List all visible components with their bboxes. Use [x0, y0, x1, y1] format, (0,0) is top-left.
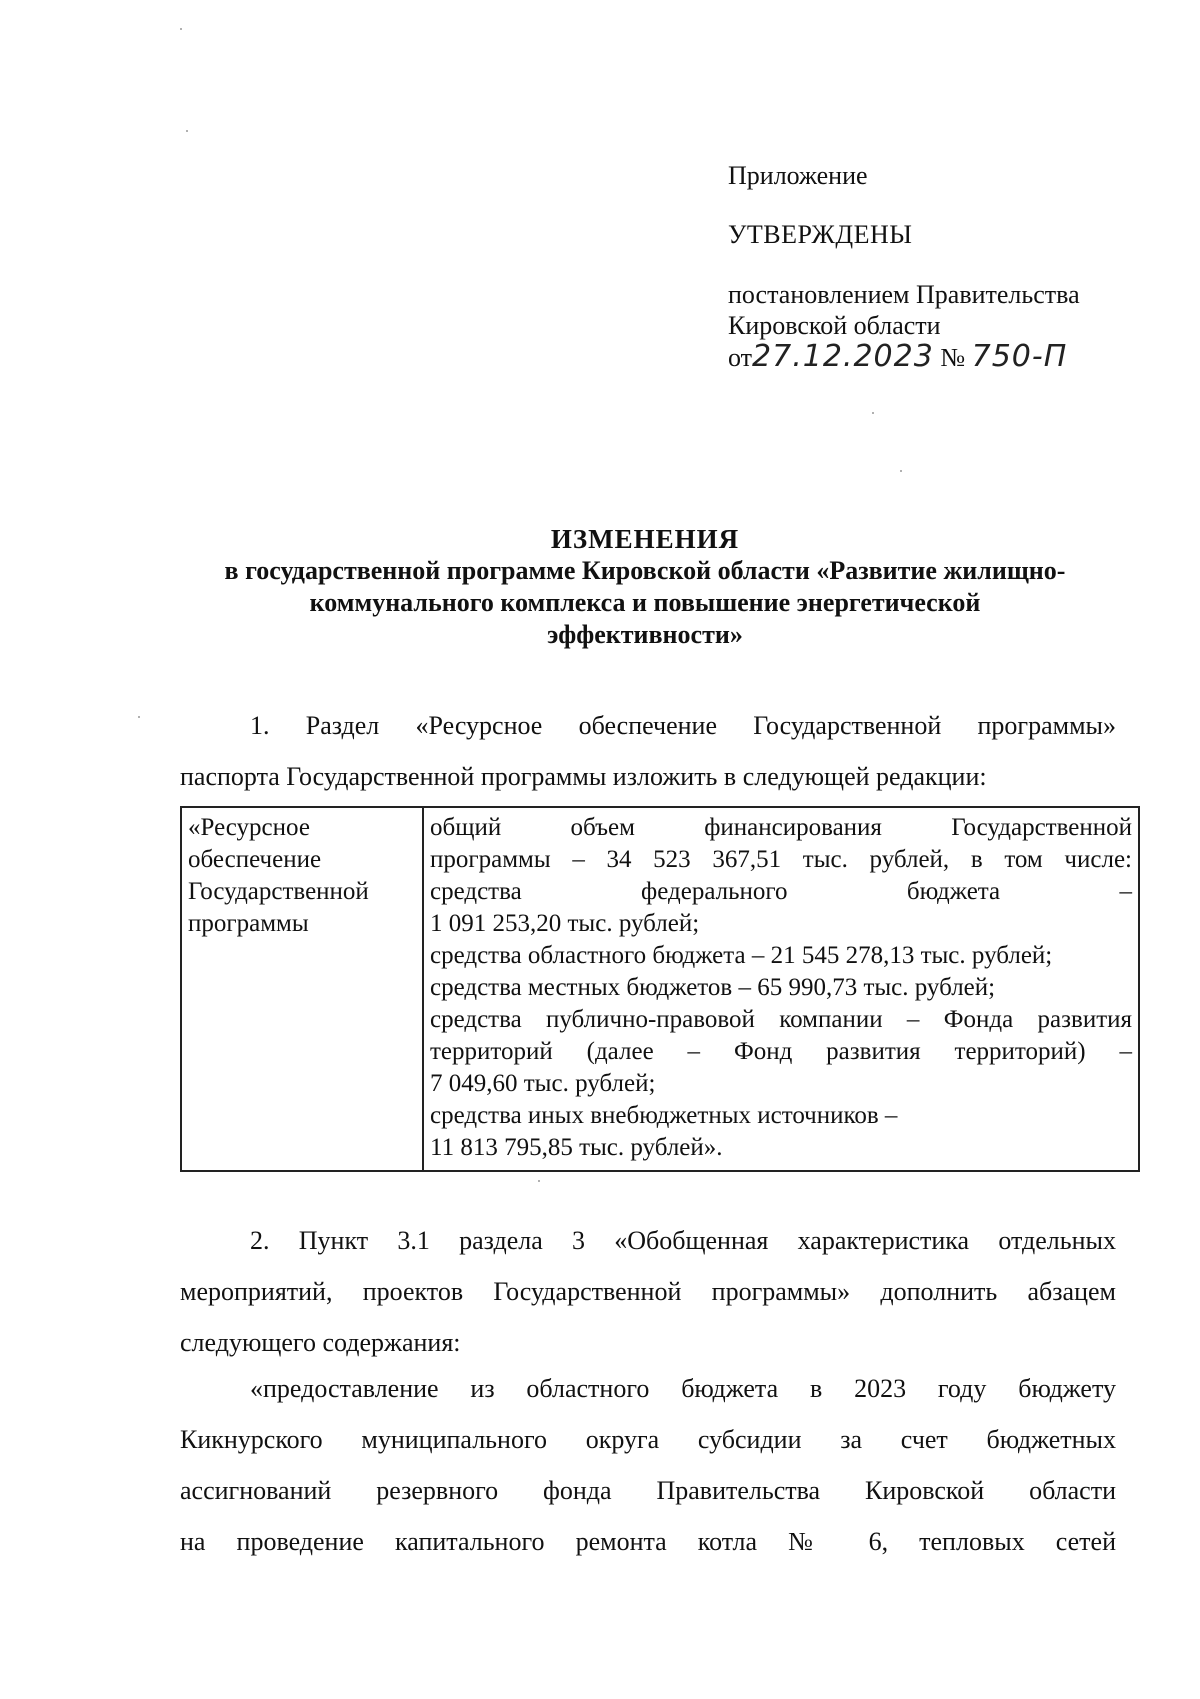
scan-speck	[538, 1180, 540, 1182]
decree-date-row	[728, 341, 1148, 373]
section-1-line-1: 1. Раздел «Ресурсное обеспечение Государственной программы»	[250, 711, 1116, 740]
table-value-line: средства областного бюджета – 21 545 278,13 тыс. рублей;	[430, 942, 1053, 969]
date-prefix: от	[728, 343, 753, 372]
section-2-line-1: 2. Пункт 3.1 раздела 3 «Обобщенная характеристика отдельных	[250, 1226, 1116, 1255]
handwritten-date: 27.12.2023	[752, 339, 934, 374]
appendix-label: Приложение	[728, 161, 868, 190]
title-line-2: коммунального комплекса и повышение энергетической	[309, 588, 981, 617]
scan-speck	[180, 28, 182, 30]
approval-block	[728, 160, 1148, 373]
title-line-1: в государственной программе Кировской области «Развитие жилищно-	[224, 556, 1066, 585]
approved-label: УТВЕРЖДЕНЫ	[728, 220, 913, 249]
table-value-line: территорий (далее – Фонд развития территорий) –	[430, 1038, 1132, 1065]
section-2-line-3: следующего содержания:	[180, 1328, 461, 1357]
section-3-line-3: ассигнований резервного фонда Правительства Кировской области	[180, 1476, 1116, 1505]
table-label-line: обеспечение	[188, 846, 322, 873]
table-label-line: «Ресурсное	[188, 814, 310, 841]
document-title	[150, 523, 1140, 651]
section-3-line-4: на проведение капитального ремонта котла № 6, тепловых сетей	[180, 1527, 1116, 1556]
title-line-3: эффективности»	[547, 620, 743, 649]
table-cell-label	[181, 807, 423, 1171]
scan-speck	[186, 130, 188, 132]
section-3-line-2: Кикнурского муниципального округа субсидии за счет бюджетных	[180, 1425, 1116, 1454]
section-3-text	[180, 1363, 1116, 1567]
section-2-text	[180, 1215, 1116, 1368]
table-value-line: средства местных бюджетов – 65 990,73 тыс. рублей;	[430, 974, 996, 1001]
decree-line-2: Кировской области	[728, 311, 941, 340]
section-2-line-2: мероприятий, проектов Государственной программы» дополнить абзацем	[180, 1277, 1116, 1306]
table-value-line: общий объем финансирования Государственной	[430, 814, 1132, 841]
handwritten-number: 750-П	[971, 339, 1068, 374]
resource-table	[180, 806, 1140, 1172]
scan-speck	[900, 470, 902, 472]
section-1-line-2: паспорта Государственной программы изложить в следующей редакции:	[180, 762, 987, 791]
table-label-line: программы	[188, 910, 309, 937]
section-3-line-1: «предоставление из областного бюджета в 2023 году бюджету	[250, 1374, 1116, 1403]
table-value-line: средства федерального бюджета –	[430, 878, 1132, 905]
table-value-line: средства публично-правовой компании – Фонда развития	[430, 1006, 1132, 1033]
scan-speck	[138, 716, 140, 718]
table-value-line: 7 049,60 тыс. рублей;	[430, 1070, 656, 1097]
section-1-text	[180, 700, 1116, 802]
table-value-line: программы – 34 523 367,51 тыс. рублей, в том числе:	[430, 846, 1132, 873]
number-sign: №	[940, 343, 966, 372]
title-main: ИЗМЕНЕНИЯ	[550, 524, 740, 554]
table-label-line: Государственной	[188, 878, 369, 905]
decree-line-1: постановлением Правительства	[728, 280, 1080, 309]
table-value-line: средства иных внебюджетных источников –	[430, 1102, 898, 1129]
table-value-line: 1 091 253,20 тыс. рублей;	[430, 910, 700, 937]
table-cell-value	[423, 807, 1139, 1171]
scan-speck	[872, 412, 874, 414]
table-value-line: 11 813 795,85 тыс. рублей».	[430, 1134, 723, 1161]
table-row	[181, 807, 1139, 1171]
